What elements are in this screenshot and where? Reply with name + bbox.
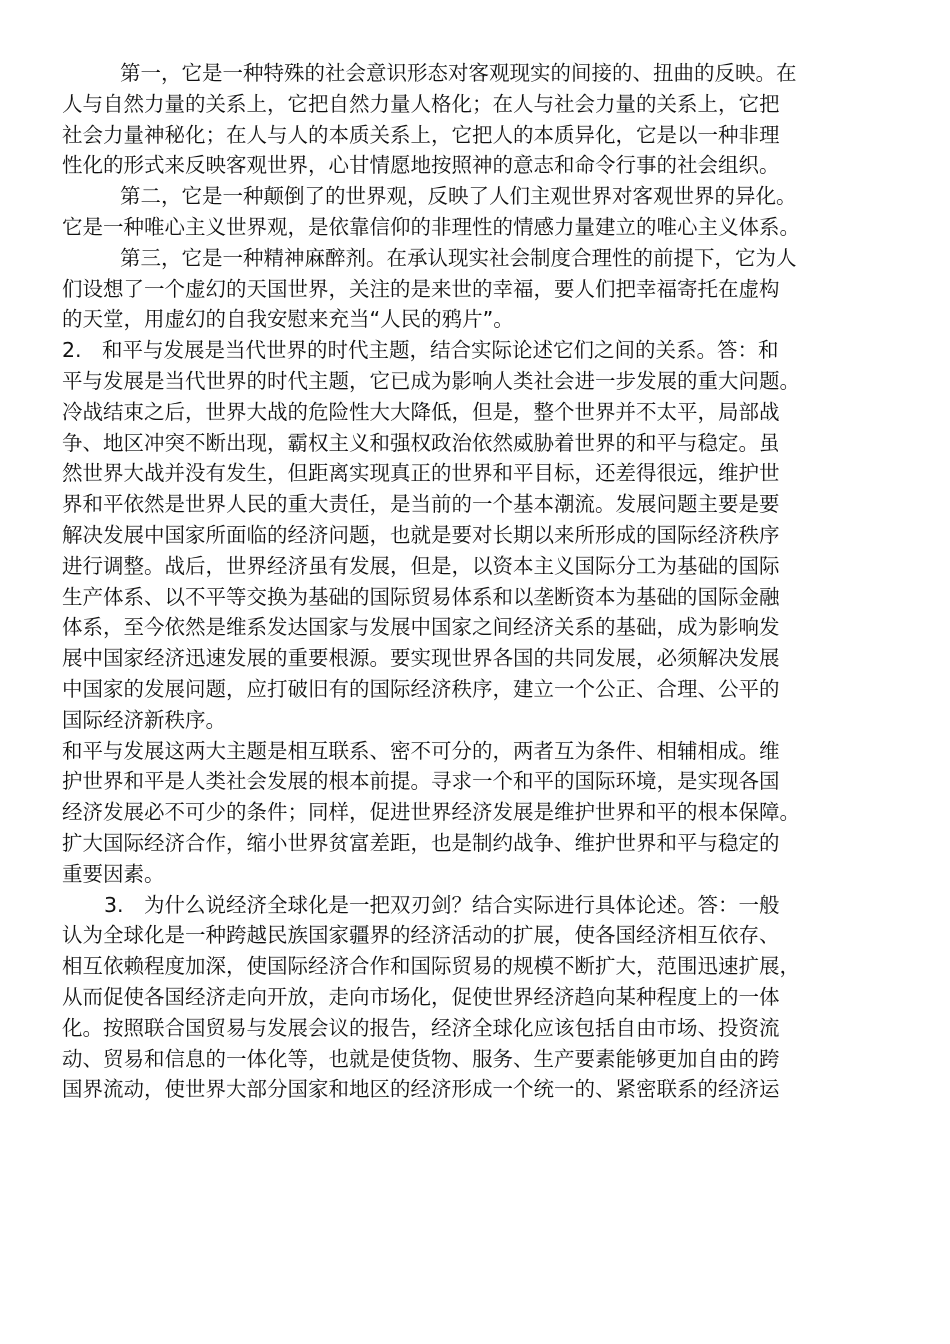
text-line: 社会力量神秘化；在人与人的本质关系上，它把人的本质异化，它是以一种非理	[62, 122, 780, 147]
text-line: 经济发展必不可少的条件；同样，促进世界经济发展是维护世界和平的根本保障。	[62, 800, 800, 825]
text-line: 体系，至今依然是维系发达国家与发展中国家之间经济关系的基础，成为影响发	[62, 615, 780, 640]
text-line: 扩大国际经济合作，缩小世界贫富差距，也是制约战争、维护世界和平与稳定的	[62, 830, 780, 855]
text-line: 争、地区冲突不断出现，霸权主义和强权政治依然威胁着世界的和平与稳定。虽	[62, 430, 780, 455]
text-line: 性化的形式来反映客观世界，心甘情愿地按照神的意志和命令行事的社会组织。	[62, 153, 780, 178]
text-line: 国际经济新秩序。	[62, 707, 226, 732]
question-heading-3: 3. 为什么说经济全球化是一把双刃剑？结合实际进行具体论述。答：一般	[104, 892, 780, 917]
text-line: 平与发展是当代世界的时代主题，它已成为影响人类社会进一步发展的重大问题。	[62, 368, 800, 393]
text-line: 中国家的发展问题，应打破旧有的国际经济秩序，建立一个公正、合理、公平的	[62, 676, 780, 701]
question-heading-2: 2. 和平与发展是当代世界的时代主题，结合实际论述它们之间的关系。答：和	[62, 338, 779, 363]
text-line: 的天堂，用虚幻的自我安慰来充当“人民的鸦片”。	[62, 307, 514, 332]
text-line: 化。按照联合国贸易与发展会议的报告，经济全球化应该包括自由市场、投资流	[62, 1015, 780, 1040]
text-line: 冷战结束之后，世界大战的危险性大大降低，但是，整个世界并不太平，局部战	[62, 399, 780, 424]
text-line: 人与自然力量的关系上，它把自然力量人格化；在人与社会力量的关系上，它把	[62, 91, 780, 116]
text-line: 国界流动，使世界大部分国家和地区的经济形成一个统一的、紧密联系的经济运	[62, 1077, 780, 1102]
text-line: 第三，它是一种精神麻醉剂。在承认现实社会制度合理性的前提下，它为人	[120, 245, 797, 270]
text-line: 第一，它是一种特殊的社会意识形态对客观现实的间接的、扭曲的反映。在	[120, 61, 797, 85]
text-line: 护世界和平是人类社会发展的根本前提。寻求一个和平的国际环境，是实现各国	[62, 769, 780, 794]
text-line: 生产体系、以不平等交换为基础的国际贸易体系和以垄断资本为基础的国际金融	[62, 584, 780, 609]
text-line: 界和平依然是世界人民的重大责任，是当前的一个基本潮流。发展问题主要是要	[62, 492, 780, 517]
text-line: 们设想了一个虚幻的天国世界，关注的是来世的幸福，要人们把幸福寄托在虚构	[62, 276, 780, 301]
text-line: 它是一种唯心主义世界观，是依靠信仰的非理性的情感力量建立的唯心主义体系。	[62, 214, 800, 239]
text-line: 相互依赖程度加深，使国际经济合作和国际贸易的规模不断扩大，范围迅速扩展，	[62, 954, 800, 979]
text-line: 认为全球化是一种跨越民族国家疆界的经济活动的扩展，使各国经济相互依存、	[62, 923, 780, 948]
text-line: 展中国家经济迅速发展的重要根源。要实现世界各国的共同发展，必须解决发展	[62, 646, 780, 671]
text-line: 重要因素。	[62, 861, 165, 886]
text-line: 进行调整。战后，世界经济虽有发展，但是，以资本主义国际分工为基础的国际	[62, 553, 780, 578]
text-line: 动、贸易和信息的一体化等，也就是使货物、服务、生产要素能够更加自由的跨	[62, 1046, 780, 1071]
text-line: 和平与发展这两大主题是相互联系、密不可分的，两者互为条件、相辅相成。维	[62, 738, 780, 763]
text-line: 然世界大战并没有发生，但距离实现真正的世界和平目标，还差得很远，维护世	[62, 461, 780, 486]
text-line: 解决发展中国家所面临的经济问题，也就是要对长期以来所形成的国际经济秩序	[62, 522, 780, 547]
text-line: 从而促使各国经济走向开放，走向市场化，促使世界经济趋向某种程度上的一体	[62, 984, 780, 1009]
document-page	[62, 58, 890, 1105]
text-line: 第二，它是一种颠倒了的世界观，反映了人们主观世界对客观世界的异化。	[120, 184, 797, 209]
